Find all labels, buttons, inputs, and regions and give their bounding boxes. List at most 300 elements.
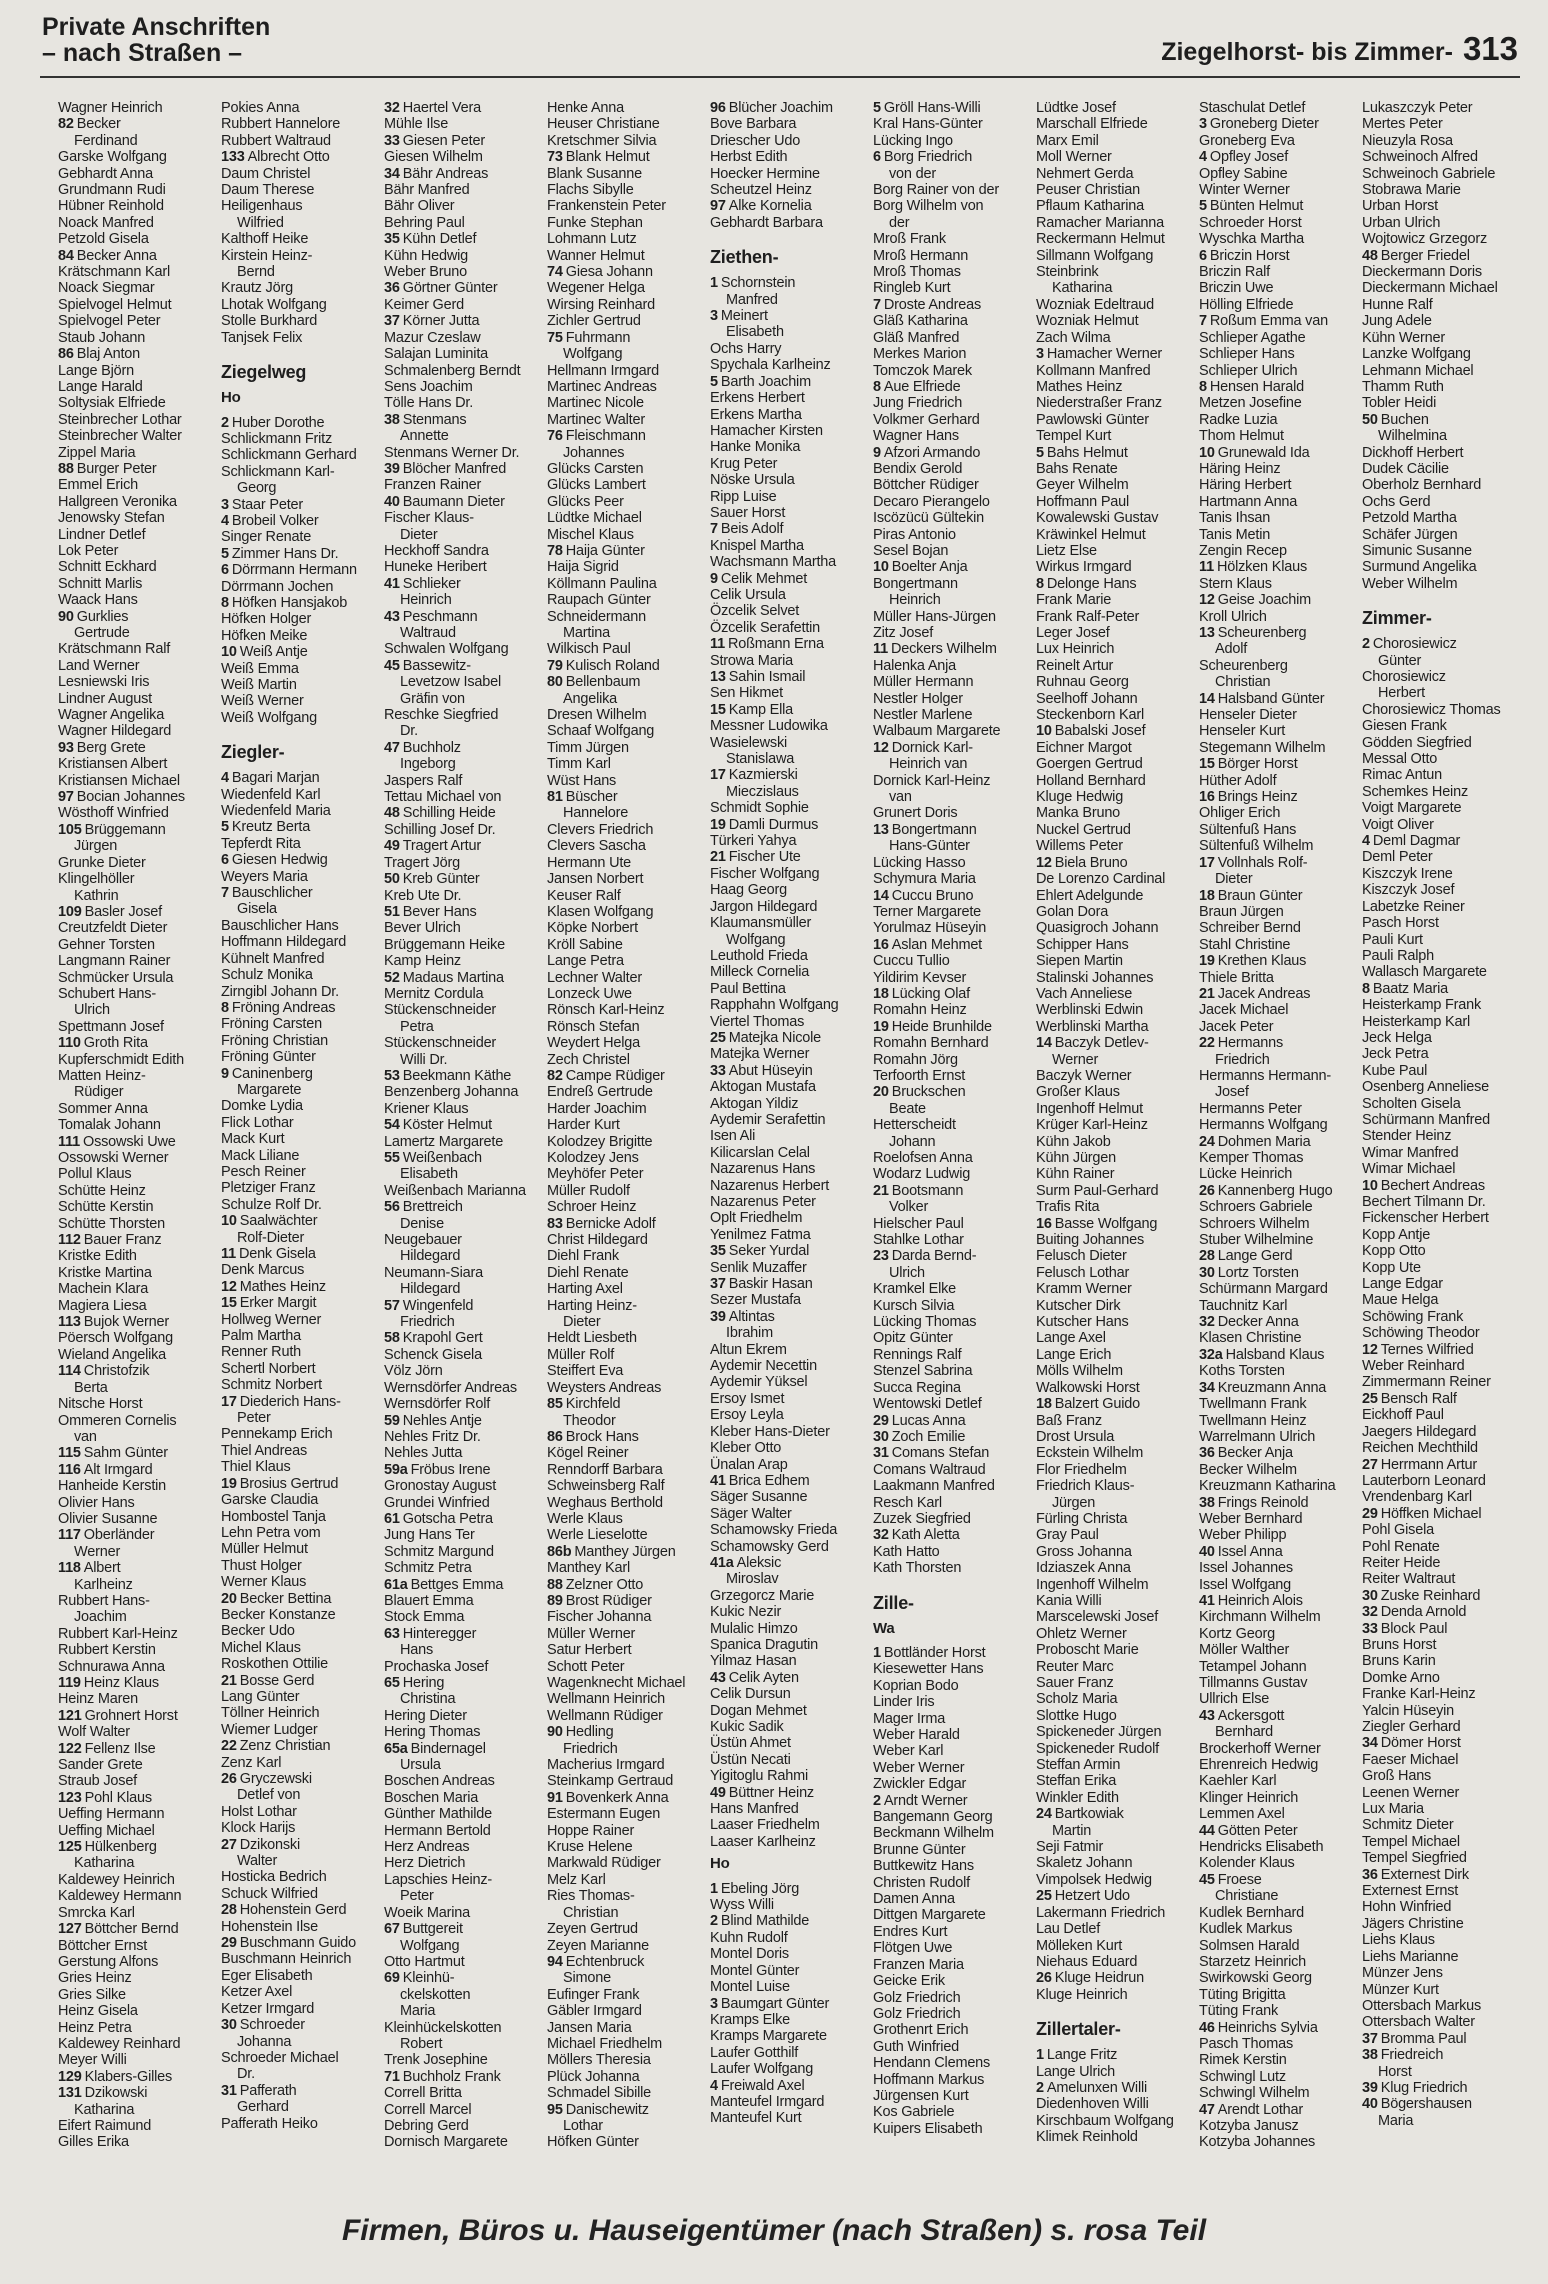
directory-entry: Özcelik Serafettin	[710, 619, 821, 636]
directory-entry: Gebhardt Barbara	[710, 214, 823, 231]
directory-entry: Hoppe Rainer	[547, 1822, 635, 1839]
house-number: 118	[58, 1560, 81, 1577]
directory-entry: Hetterscheidt	[873, 1117, 956, 1134]
directory-entry: Kräwinkel Helmut	[1036, 526, 1146, 543]
directory-entry: Mroß Hermann	[873, 247, 969, 264]
directory-entry: 45 Froese	[1199, 1871, 1262, 1888]
directory-entry: Urban Ulrich	[1362, 214, 1441, 231]
directory-entry: Lüdtke Josef	[1036, 100, 1116, 116]
directory-entry: Lücking Hasso	[873, 854, 966, 871]
entry-continuation: Wolfgang	[726, 931, 786, 948]
directory-entry: Schnurawa Anna	[58, 1658, 165, 1675]
directory-entry: Wentowski Detlef	[873, 1396, 982, 1413]
directory-entry: Kemper Thomas	[1199, 1150, 1304, 1166]
directory-entry: Rubbert Karl-Heinz	[58, 1625, 178, 1642]
directory-entry: 32 Kath Aletta	[873, 1527, 960, 1544]
directory-entry: 3 Groneberg Dieter	[1199, 116, 1319, 133]
directory-entry: Schlickmann Karl-	[221, 463, 335, 480]
directory-entry: Hendricks Elisabeth	[1199, 1839, 1324, 1856]
house-number: 82	[547, 1067, 563, 1084]
house-number: 4	[710, 2077, 718, 2094]
directory-entry: 39 Blöcher Manfred	[384, 460, 507, 477]
directory-entry: Werle Lieselotte	[547, 1527, 648, 1544]
directory-entry: 65 Hering	[384, 1675, 445, 1691]
directory-entry: 52 Madaus Martina	[384, 969, 504, 986]
house-number: 1	[710, 1880, 718, 1897]
directory-entry: Werblinski Edwin	[1036, 1002, 1143, 1019]
entry-continuation: Josef	[1215, 1084, 1249, 1101]
directory-entry: Ochs Gerd	[1362, 493, 1431, 510]
directory-entry: Köpke Norbert	[547, 920, 638, 937]
directory-entry: Flötgen Uwe	[873, 1940, 953, 1957]
directory-entry: Neugebauer	[384, 1232, 462, 1249]
directory-entry: Geicke Erik	[873, 1973, 945, 1990]
house-number: 86b	[547, 1543, 572, 1560]
entry-continuation: Werner	[1052, 1051, 1099, 1068]
directory-entry: 9 Caninenberg	[221, 1065, 313, 1082]
directory-column-1	[58, 100, 208, 2180]
house-number: 5	[221, 819, 229, 836]
house-number: 11	[1199, 559, 1214, 576]
directory-entry: Kupferschmidt Edith	[58, 1051, 184, 1068]
directory-entry: Bahs Renate	[1036, 460, 1118, 477]
directory-entry: 85 Kirchfeld	[547, 1396, 621, 1413]
house-number: 9	[221, 1065, 229, 1082]
house-number: 23	[873, 1248, 889, 1265]
directory-entry: Töllner Heinrich	[221, 1705, 320, 1722]
directory-entry: Hohenstein Ilse	[221, 1918, 318, 1935]
directory-entry: 36 Becker Anja	[1199, 1445, 1293, 1462]
directory-entry: Pflaum Katharina	[1036, 198, 1145, 215]
directory-entry: Schreiber Bernd	[1199, 920, 1301, 937]
directory-entry: Peuser Christian	[1036, 182, 1140, 199]
directory-entry: 2 Chorosiewicz	[1362, 636, 1457, 653]
directory-entry: Dörrmann Jochen	[221, 578, 334, 595]
entry-continuation: Miroslav	[726, 1571, 779, 1588]
entry-continuation: Adolf	[1215, 641, 1248, 658]
directory-entry: Wimar Michael	[1362, 1161, 1456, 1178]
house-number: 81	[547, 789, 563, 806]
house-number: 35	[710, 1243, 726, 1260]
directory-entry: Ketzer Axel	[221, 1984, 293, 2001]
directory-entry: 5 Bahs Helmut	[1036, 444, 1128, 461]
directory-entry: Häring Herbert	[1199, 477, 1292, 494]
house-number: 6	[221, 852, 229, 869]
directory-entry: Schmadel Sibille	[547, 2085, 651, 2102]
directory-entry: 24 Dohmen Maria	[1199, 1133, 1311, 1150]
entry-continuation: Friedrich	[400, 1314, 455, 1331]
directory-entry: 47 Buchholz	[384, 739, 461, 756]
directory-entry: Chorosiewicz	[1362, 669, 1446, 685]
directory-entry: Kopp Antje	[1362, 1226, 1431, 1243]
directory-entry: Lehn Petra vom	[221, 1524, 321, 1541]
street-heading: Ziegelweg	[221, 362, 307, 383]
directory-entry: Säger Susanne	[710, 1489, 808, 1506]
directory-entry: Felusch Dieter	[1036, 1248, 1127, 1265]
directory-entry: 71 Buchholz Frank	[384, 2068, 501, 2085]
directory-entry: Brockerhoff Werner	[1199, 1740, 1321, 1757]
directory-entry: Rönsch Stefan	[547, 1018, 640, 1035]
directory-entry: Gläß Katharina	[873, 313, 968, 330]
street-heading: Zille-	[873, 1592, 914, 1613]
directory-entry: 84 Becker Anna	[58, 247, 157, 264]
house-number: 43	[384, 608, 400, 625]
directory-entry: Ruhnau Georg	[1036, 674, 1129, 691]
directory-entry: 21 Jacek Andreas	[1199, 985, 1311, 1002]
directory-entry: Laaser Friedhelm	[710, 1817, 820, 1834]
directory-entry: Heinz Maren	[58, 1691, 138, 1708]
house-number: 95	[547, 2101, 563, 2118]
house-number: 3	[710, 1995, 718, 2012]
directory-entry: Schertl Norbert	[221, 1360, 316, 1377]
house-number: 31	[873, 1445, 889, 1462]
directory-entry: Romahn Heinz	[873, 1002, 967, 1019]
directory-entry: Hoecker Hermine	[710, 165, 820, 182]
directory-entry: Hosticka Bedrich	[221, 1869, 327, 1886]
directory-entry: Hanheide Kerstin	[58, 1478, 167, 1495]
directory-entry: Huneke Heribert	[384, 559, 487, 576]
directory-entry: Boschen Andreas	[384, 1773, 495, 1790]
directory-entry: Roskothen Ottilie	[221, 1656, 329, 1673]
district-code: Ho	[710, 1855, 730, 1873]
directory-entry: Trafis Rita	[1036, 1199, 1100, 1216]
directory-entry: Türkeri Yahya	[710, 833, 797, 850]
directory-entry: Kruse Helene	[547, 1839, 633, 1856]
directory-entry: 96 Blücher Joachim	[710, 100, 833, 116]
directory-entry: Kamp Heinz	[384, 953, 461, 970]
directory-entry: Wilkisch Paul	[547, 641, 631, 658]
directory-entry: 94 Echtenbruck	[547, 1953, 645, 1970]
directory-entry: Schütte Thorsten	[58, 1215, 165, 1232]
house-number: 7	[873, 296, 881, 313]
directory-entry: Spielvogel Peter	[58, 313, 161, 330]
directory-entry: Schamowsky Frieda	[710, 1522, 838, 1539]
directory-entry: Felusch Lothar	[1036, 1264, 1130, 1281]
directory-entry: Benzenberg Johanna	[384, 1084, 519, 1101]
directory-entry: 29 Höffken Michael	[1362, 1505, 1482, 1522]
directory-entry: Grunert Doris	[873, 805, 958, 822]
directory-entry: Palm Martha	[221, 1328, 301, 1345]
directory-entry: Böttcher Rüdiger	[873, 477, 979, 494]
directory-entry: Tragert Jörg	[384, 854, 461, 871]
entry-continuation: Hannelore	[563, 805, 629, 822]
directory-entry: Gries Silke	[58, 1986, 126, 2003]
directory-entry: Kolodzey Jens	[547, 1150, 639, 1166]
directory-entry: 56 Brettreich	[384, 1199, 463, 1216]
directory-entry: Zippel Maria	[58, 444, 136, 461]
directory-entry: Laaser Karlheinz	[710, 1833, 816, 1850]
directory-entry: Hoffmann Hildegard	[221, 934, 347, 951]
directory-entry: 2 Arndt Werner	[873, 1792, 968, 1809]
directory-entry: Metzen Josefine	[1199, 395, 1302, 412]
directory-entry: Hartmann Anna	[1199, 493, 1298, 510]
directory-entry: Hering Thomas	[384, 1724, 481, 1741]
directory-entry: 122 Fellenz Ilse	[58, 1740, 156, 1757]
directory-entry: Reinelt Artur	[1036, 657, 1114, 674]
directory-entry: Mölleken Kurt	[1036, 1937, 1123, 1954]
directory-entry: Garske Wolfgang	[58, 149, 167, 166]
directory-entry: Moll Werner	[1036, 149, 1112, 166]
house-number: 85	[547, 1396, 563, 1413]
directory-entry: 123 Pohl Klaus	[58, 1789, 152, 1806]
directory-entry: Slottke Hugo	[1036, 1707, 1117, 1724]
directory-entry: Spettmann Josef	[58, 1018, 164, 1035]
house-number: 10	[1036, 723, 1052, 740]
street-heading: Zimmer-	[1362, 608, 1432, 629]
directory-entry: Jägers Christine	[1362, 1915, 1464, 1932]
directory-entry: Wiemer Ludger	[221, 1721, 318, 1738]
directory-entry: Kolodzey Brigitte	[547, 1133, 653, 1150]
directory-entry: Dieckermann Doris	[1362, 264, 1482, 281]
directory-entry: Stückenschneider	[384, 1002, 497, 1019]
directory-entry: 129 Klabers-Gilles	[58, 2068, 173, 2085]
entry-continuation: Petra	[400, 1018, 434, 1035]
directory-entry: Strowa Maria	[710, 652, 794, 669]
directory-entry: Lechner Walter	[547, 969, 642, 986]
directory-entry: Lok Peter	[58, 542, 119, 559]
house-number: 89	[547, 1592, 563, 1609]
directory-entry: 40 Baumann Dieter	[384, 493, 505, 510]
directory-entry: Noack Siegmar	[58, 280, 155, 297]
house-number: 45	[384, 657, 400, 674]
directory-entry: Flick Lothar	[221, 1114, 294, 1131]
house-number: 71	[384, 2068, 400, 2085]
house-number: 26	[221, 1771, 237, 1787]
directory-entry: 7 Droste Andreas	[873, 296, 982, 313]
entry-continuation: Friedrich	[1215, 1051, 1270, 1068]
directory-entry: Kirchmann Wilhelm	[1199, 1609, 1321, 1626]
directory-entry: Pokies Anna	[221, 100, 300, 116]
house-number: 18	[1199, 887, 1215, 904]
directory-entry: Winter Werner	[1199, 182, 1290, 199]
directory-entry: Möller Walther	[1199, 1642, 1290, 1659]
directory-entry: Meyer Willi	[58, 2052, 127, 2069]
directory-entry: Lang Günter	[221, 1688, 300, 1705]
directory-entry: Bechert Tilmann Dr.	[1362, 1194, 1486, 1210]
house-number: 94	[547, 1953, 563, 1970]
directory-entry: Gehner Torsten	[58, 936, 155, 953]
directory-entry: Resch Karl	[873, 1494, 942, 1511]
house-number: 35	[384, 231, 400, 248]
directory-entry: Tettau Michael von	[384, 789, 502, 806]
directory-entry: Kretschmer Silvia	[547, 132, 657, 149]
directory-entry: Laufer Wolfgang	[710, 2061, 814, 2078]
entry-continuation: Heinrich	[400, 592, 452, 609]
directory-entry: Michel Klaus	[221, 1639, 301, 1656]
directory-entry: Köllmann Paulina	[547, 575, 657, 592]
directory-entry: Klasen Wolfgang	[547, 903, 654, 920]
directory-entry: 82 Campe Rüdiger	[547, 1067, 665, 1084]
directory-entry: Kilicarslan Celal	[710, 1144, 810, 1161]
directory-entry: Klasen Christine	[1199, 1330, 1302, 1347]
directory-entry: Krätschmann Ralf	[58, 641, 171, 658]
directory-entry: Jacek Michael	[1199, 1002, 1289, 1019]
directory-entry: Wösthoff Winfried	[58, 805, 169, 822]
directory-entry: 14 Cuccu Bruno	[873, 887, 974, 904]
directory-entry: 6 Giesen Hedwig	[221, 852, 328, 869]
entry-continuation: Ingeborg	[400, 756, 456, 773]
entry-continuation: Dieter	[400, 526, 438, 543]
directory-entry: Diehl Frank	[547, 1248, 619, 1265]
house-number: 115	[58, 1445, 81, 1462]
directory-entry: Romahn Jörg	[873, 1051, 958, 1068]
directory-entry: Lux Heinrich	[1036, 641, 1115, 658]
directory-entry: Heisterkamp Karl	[1362, 1013, 1470, 1030]
directory-entry: Eger Elisabeth	[221, 1967, 313, 1984]
directory-entry: Urban Horst	[1362, 198, 1438, 215]
directory-entry: Pohl Renate	[1362, 1538, 1440, 1555]
directory-entry: 34 Kreuzmann Anna	[1199, 1379, 1327, 1396]
house-number: 61	[384, 1510, 400, 1527]
entry-continuation: Beate	[889, 1100, 926, 1117]
directory-entry: Tempel Siegfried	[1362, 1850, 1467, 1867]
house-number: 39	[710, 1308, 726, 1325]
house-number: 28	[1199, 1248, 1215, 1265]
directory-entry: Schäfer Jürgen	[1362, 526, 1458, 543]
directory-entry: Ringleb Kurt	[873, 280, 951, 297]
house-number: 40	[1199, 1543, 1215, 1560]
entry-continuation: Ursula	[400, 1757, 441, 1774]
directory-entry: 117 Oberländer	[58, 1527, 155, 1544]
directory-entry: Kramps Elke	[710, 2011, 790, 2028]
directory-entry: Weber Wilhelm	[1362, 575, 1458, 592]
directory-entry: Lemmen Axel	[1199, 1806, 1285, 1823]
entry-continuation: Kathrin	[74, 887, 119, 904]
directory-entry: Pauli Ralph	[1362, 947, 1434, 964]
directory-entry: Glücks Peer	[547, 493, 624, 510]
house-number: 40	[1362, 2096, 1378, 2113]
directory-entry: 43 Celik Ayten	[710, 1669, 799, 1686]
directory-entry: Jeck Petra	[1362, 1046, 1429, 1063]
directory-entry: 35 Seker Yurdal	[710, 1243, 810, 1260]
directory-entry: Ries Thomas-	[547, 1888, 635, 1905]
directory-entry: 97 Alke Kornelia	[710, 198, 812, 215]
directory-entry: Kristke Martina	[58, 1264, 152, 1281]
directory-entry: Nieuzyla Rosa	[1362, 132, 1453, 149]
directory-entry: Grundmann Rudi	[58, 182, 166, 199]
house-number: 8	[221, 594, 229, 611]
directory-entry: 15 Börger Horst	[1199, 756, 1298, 773]
directory-entry: 133 Albrecht Otto	[221, 149, 330, 166]
section-title	[42, 14, 270, 66]
directory-entry: 17 Vollnhals Rolf-	[1199, 854, 1308, 871]
directory-entry: Kukic Sadik	[710, 1719, 784, 1735]
directory-entry: Stegemann Wilhelm	[1199, 739, 1326, 756]
directory-entry: Melz Karl	[547, 1871, 606, 1888]
directory-entry: Becker Konstanze	[221, 1606, 336, 1623]
directory-entry: Dieckermann Michael	[1362, 280, 1498, 297]
directory-entry: Rimek Kerstin	[1199, 2052, 1287, 2069]
street-heading: Zillertaler-	[1036, 2019, 1121, 2040]
directory-entry: Zenz Karl	[221, 1754, 282, 1771]
directory-entry: Bauschlicher Hans	[221, 917, 339, 934]
entry-continuation: Karlheinz	[74, 1576, 133, 1593]
directory-entry: Gray Paul	[1036, 1527, 1099, 1544]
entry-continuation: Elisabeth	[400, 1166, 458, 1183]
directory-entry: Wegener Helga	[547, 280, 645, 297]
directory-entry: Lietz Else	[1036, 542, 1097, 559]
directory-entry: Blauert Emma	[384, 1592, 474, 1609]
directory-entry: Romahn Bernhard	[873, 1035, 989, 1052]
directory-entry: Üstün Ahmet	[710, 1735, 791, 1752]
district-code: Wa	[873, 1619, 895, 1637]
directory-entry: 40 Issel Anna	[1199, 1543, 1283, 1560]
directory-entry: Marscelewski Josef	[1036, 1609, 1159, 1626]
directory-entry: Steinbrink	[1036, 264, 1099, 281]
directory-entry: Hoffmann Markus	[873, 2071, 985, 2088]
directory-entry: 12 Geise Joachim	[1199, 592, 1312, 609]
directory-entry: Succa Regina	[873, 1379, 961, 1396]
entry-continuation: Theodor	[563, 1412, 616, 1429]
directory-entry: Zimmermann Reiner	[1362, 1374, 1491, 1391]
directory-entry: 119 Heinz Klaus	[58, 1675, 159, 1691]
house-number: 13	[710, 669, 726, 685]
directory-entry: Pesch Reiner	[221, 1163, 306, 1180]
directory-entry: 78 Haija Günter	[547, 542, 645, 559]
house-number: 18	[873, 985, 889, 1002]
directory-entry: Labetzke Reiner	[1362, 898, 1465, 915]
directory-entry: 21 Fischer Ute	[710, 849, 801, 866]
directory-entry: Wojtowicz Grzegorz	[1362, 231, 1488, 248]
directory-entry: 18 Braun Günter	[1199, 887, 1303, 904]
directory-entry: Tepferdt Rita	[221, 835, 301, 852]
directory-entry: Kolender Klaus	[1199, 1855, 1295, 1872]
directory-entry: Rönsch Karl-Heinz	[547, 1002, 665, 1019]
house-number: 119	[58, 1675, 81, 1691]
district-code: Ho	[221, 389, 241, 407]
directory-entry: 25 Matejka Nicole	[710, 1029, 822, 1046]
house-number: 26	[1199, 1182, 1215, 1199]
directory-entry: Kos Gabriele	[873, 2104, 955, 2121]
directory-entry: 30 Zuske Reinhard	[1362, 1587, 1481, 1604]
directory-entry: Kristke Edith	[58, 1248, 137, 1265]
directory-entry: Wimar Manfred	[1362, 1144, 1459, 1161]
directory-entry: Wolf Walter	[58, 1724, 130, 1741]
directory-entry: Weber Bruno	[384, 264, 467, 281]
directory-entry: Aydemir Yüksel	[710, 1374, 808, 1391]
directory-entry: Beckmann Wilhelm	[873, 1825, 994, 1842]
directory-entry: Starzetz Heinrich	[1199, 1953, 1306, 1970]
directory-entry: Wachsmann Martha	[710, 554, 837, 571]
directory-entry: Renner Ruth	[221, 1344, 302, 1361]
directory-entry: Werle Klaus	[547, 1510, 623, 1527]
directory-entry: Messal Otto	[1362, 751, 1438, 768]
directory-column-5	[710, 100, 860, 2180]
house-number: 47	[384, 739, 400, 756]
directory-entry: 91 Bovenkerk Anna	[547, 1789, 669, 1806]
house-number: 14	[873, 887, 889, 904]
directory-entry: 44 Götten Peter	[1199, 1822, 1298, 1839]
house-number: 7	[1199, 313, 1207, 330]
house-number: 15	[710, 701, 726, 718]
directory-entry: Wagner Heinrich	[58, 100, 163, 116]
directory-entry: Olivier Hans	[58, 1494, 135, 1511]
directory-entry: Wodarz Ludwig	[873, 1166, 971, 1183]
directory-entry: Twellmann Frank	[1199, 1396, 1307, 1413]
directory-entry: Kutscher Dirk	[1036, 1297, 1121, 1314]
directory-entry: Martinec Walter	[547, 411, 645, 428]
entry-continuation: Maria	[400, 2003, 436, 2020]
house-number: 37	[710, 1276, 726, 1293]
directory-entry: Kögel Reiner	[547, 1445, 629, 1462]
directory-entry: Hohn Winfried	[1362, 1899, 1452, 1916]
entry-continuation: Rüdiger	[74, 1084, 124, 1101]
house-number: 2	[1362, 636, 1370, 653]
directory-entry: Rubbert Kerstin	[58, 1642, 156, 1659]
directory-entry: 10 Saalwächter	[221, 1213, 318, 1230]
directory-entry: Spickeneder Jürgen	[1036, 1724, 1162, 1741]
directory-entry: Mühle Ilse	[384, 116, 449, 133]
